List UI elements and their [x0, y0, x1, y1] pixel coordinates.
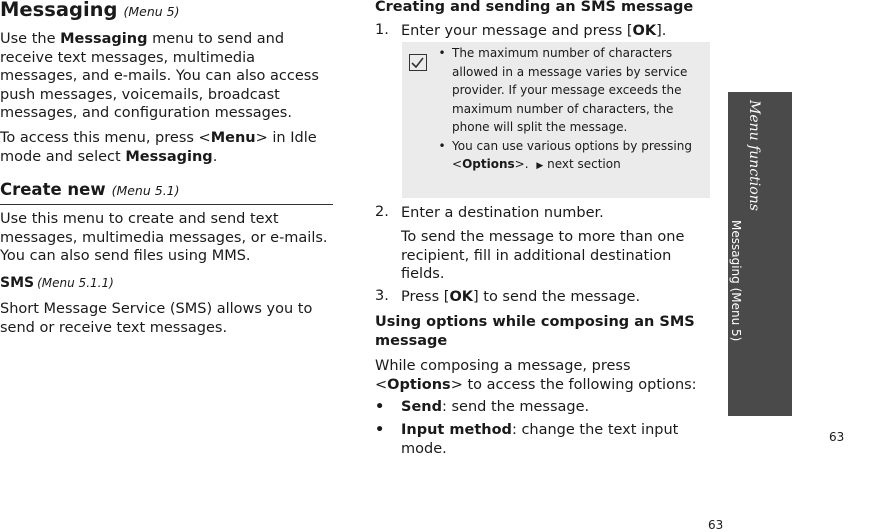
chapter-sidebar — [728, 92, 792, 416]
note-bullet: • The maximum number of characters allowed in a message varies by service provider. If your message exceeds the maximum number of characters, the phone will split the message. — [438, 46, 688, 134]
page-number-side: 63 — [829, 430, 845, 444]
create-new-paragraph: Use this menu to create and send text messages, multimedia messages, or e-mails. You can also send files using MMS. — [0, 211, 328, 264]
step-2-detail: To send the message to more than one recipient, fill in additional destination fields. — [401, 229, 685, 282]
step-number: 2. — [375, 204, 389, 220]
options-heading: Using options while composing an SMS message — [375, 314, 695, 349]
sms-paragraph: Short Message Service (SMS) allows you to send or receive text messages. — [0, 301, 313, 336]
step-number: 3. — [375, 288, 389, 304]
intro-paragraph: Use the Messaging menu to send and receive text messages, multimedia messages, and e-mails. You can also access push messages, voicemails, broadcast messages, and configuration messages. — [0, 31, 319, 121]
note-box — [402, 42, 710, 198]
step-1-text: Enter your message and press [OK]. — [401, 23, 667, 39]
sms-create-heading: Creating and sending an SMS message — [375, 0, 694, 15]
section-divider — [0, 204, 333, 205]
checkmark-icon — [409, 54, 427, 71]
triangle-right-icon: ▶ — [536, 161, 544, 171]
next-section-link[interactable]: ▶ next section — [536, 157, 621, 171]
step-3-text: Press [OK] to send the message. — [401, 289, 641, 305]
sms-heading: SMS (Menu 5.1.1) — [0, 275, 114, 291]
page-number-bottom: 63 — [708, 518, 724, 532]
step-number: 1. — [375, 22, 389, 38]
note-bullet: • You can use various options by pressing <Options>. ▶ next section — [438, 138, 692, 171]
chapter-label: Menu functions — [746, 100, 762, 211]
option-item: • Send: send the message. — [375, 399, 590, 415]
option-item: • Input method: change the text input mode. — [375, 422, 679, 457]
options-intro: While composing a message, press <Options> to access the following options: — [375, 358, 697, 393]
create-new-heading: Create new (Menu 5.1) — [0, 180, 180, 199]
page-title: Messaging (Menu 5) — [0, 0, 180, 21]
step-2-text: Enter a destination number. — [401, 205, 604, 221]
access-paragraph: To access this menu, press <Menu> in Idle mode and select Messaging. — [0, 130, 317, 165]
section-label: Messaging (Menu 5) — [729, 220, 743, 342]
